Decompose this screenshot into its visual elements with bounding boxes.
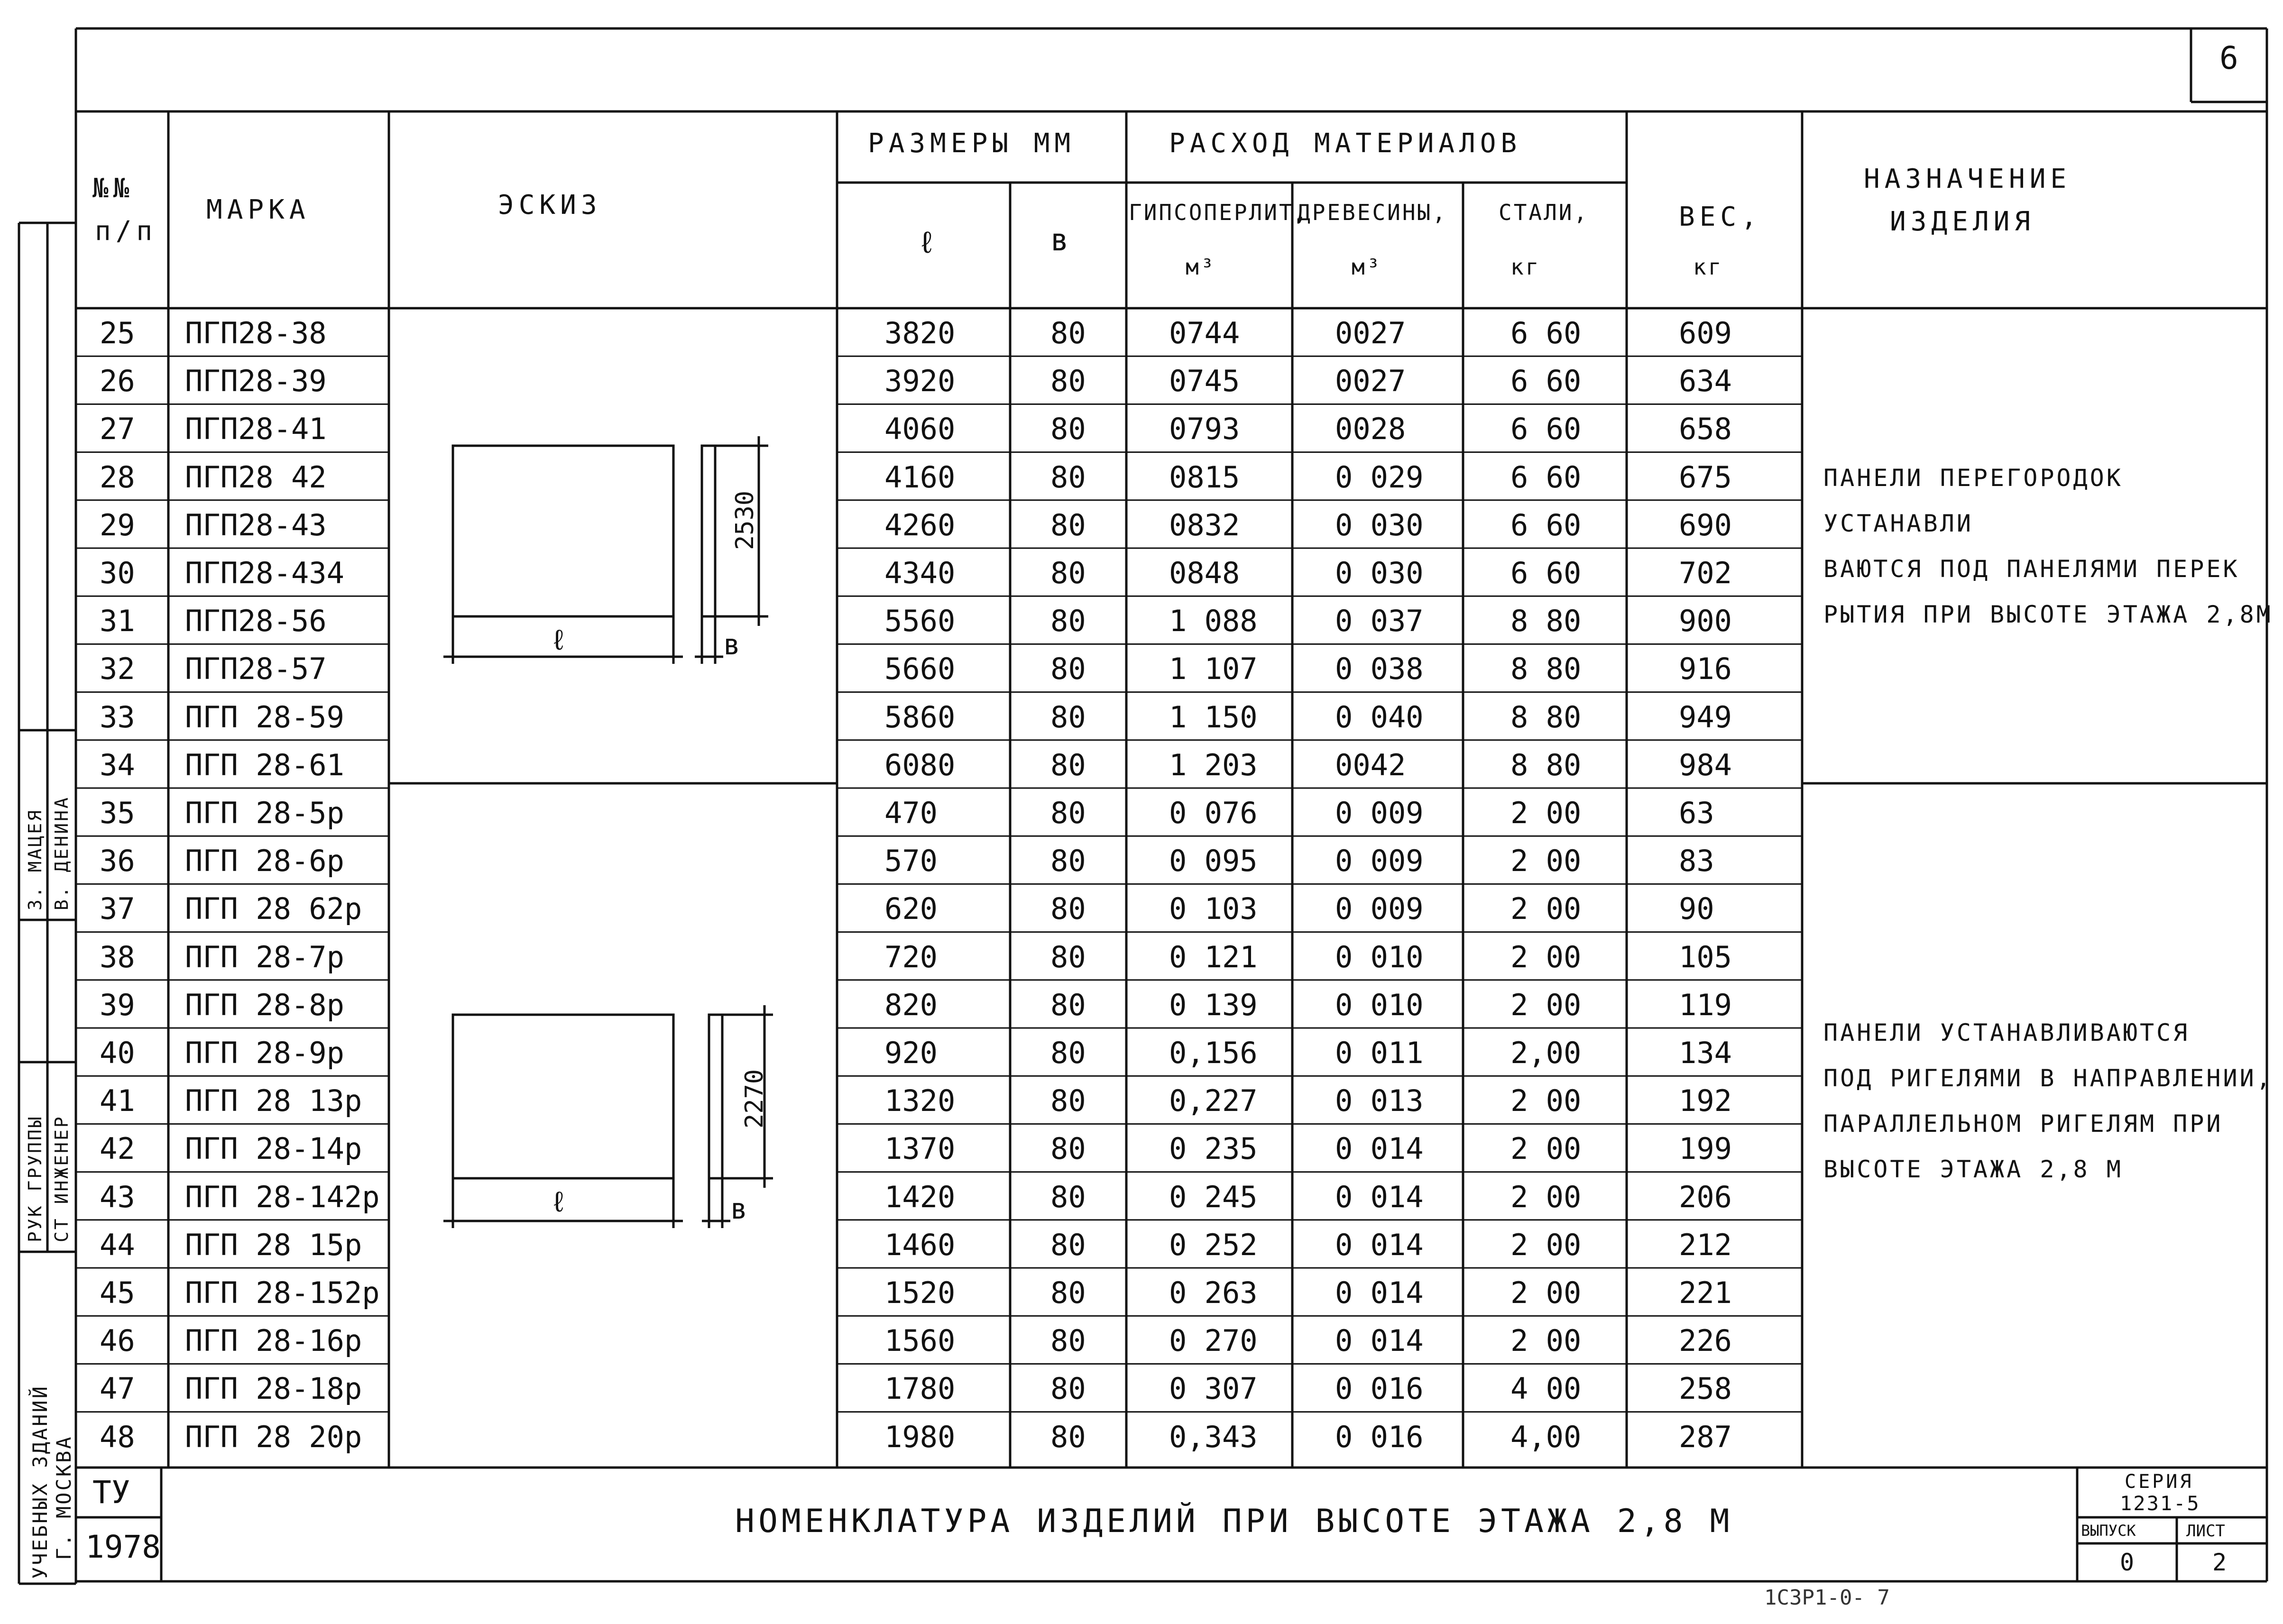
cell-width: 80 — [1050, 987, 1086, 1022]
cell-wood: 0 014 — [1335, 1227, 1424, 1262]
cell-mark: ПГП28-56 — [185, 604, 327, 639]
sketch2-length-dim: ℓ — [550, 1185, 568, 1219]
header-wood-unit: м³ — [1352, 254, 1382, 280]
cell-length: 5660 — [884, 651, 956, 687]
purpose-note-2: ПАНЕЛИ УСТАНАВЛИВАЮТСЯ ПОД РИГЕЛЯМИ В НАПРАВЛЕНИИ, ПАРАЛЛЕЛЬНОМ РИГЕЛЯМ ПРИ ВЫСОТЕ ЭТАЖА 2,8 М — [1823, 1019, 2273, 1183]
cell-wood: 0 009 — [1335, 891, 1424, 927]
cell-mark: ПГП 28 62р — [185, 891, 362, 927]
cell-gypsum: 0 252 — [1169, 1227, 1258, 1262]
cell-mark: ПГП 28-142р — [185, 1179, 380, 1214]
cell-mark: ПГП 28-7р — [185, 939, 344, 974]
header-gypsum: ГИПСОПЕРЛИТ, — [1129, 200, 1309, 225]
cell-steel: 2 00 — [1510, 796, 1582, 830]
cell-wood: 0027 — [1335, 364, 1406, 399]
cell-width: 80 — [1050, 891, 1086, 927]
cell-steel: 8 80 — [1510, 651, 1582, 687]
cell-length: 5860 — [884, 699, 956, 734]
cell-gypsum: 1 088 — [1169, 604, 1258, 639]
cell-length: 4060 — [884, 412, 956, 447]
cell-gypsum: 1 107 — [1169, 651, 1258, 687]
cell-num: 47 — [100, 1371, 135, 1406]
cell-width: 80 — [1050, 1131, 1086, 1166]
cell-mark: ПГП 28-6р — [185, 844, 344, 879]
side-org: УЧЕБНЫХ ЗДАНИЙ — [28, 1384, 52, 1579]
cell-weight: 221 — [1679, 1275, 1732, 1310]
cell-weight: 702 — [1679, 556, 1732, 590]
sketch1-width-dim: в — [723, 628, 741, 661]
cell-weight: 199 — [1679, 1131, 1732, 1166]
list-label: ЛИСТ — [2186, 1522, 2225, 1541]
cell-gypsum: 0745 — [1169, 364, 1240, 399]
cell-steel: 4 00 — [1510, 1371, 1582, 1406]
header-materials: РАСХОД МАТЕРИАЛОВ — [1169, 128, 1522, 159]
cell-width: 80 — [1050, 939, 1086, 974]
cell-steel: 6 60 — [1510, 459, 1582, 495]
cell-gypsum: 0 245 — [1169, 1179, 1258, 1214]
sketch-panel-1 — [443, 436, 768, 664]
cell-num: 35 — [100, 796, 135, 830]
cell-weight: 609 — [1679, 316, 1732, 350]
cell-gypsum: 0 103 — [1169, 891, 1258, 927]
cell-width: 80 — [1050, 556, 1086, 590]
cell-width: 80 — [1050, 316, 1086, 350]
cell-length: 3820 — [884, 316, 956, 350]
side-role-2: СТ ИНЖЕНЕР — [51, 1115, 72, 1242]
cell-width: 80 — [1050, 412, 1086, 447]
series-label: СЕРИЯ — [2125, 1471, 2194, 1493]
cell-wood: 0 040 — [1335, 699, 1424, 734]
header-size-b: в — [1050, 223, 1074, 258]
issue-value: 0 — [2120, 1549, 2135, 1576]
cell-num: 31 — [100, 604, 135, 639]
header-sizes: РАЗМЕРЫ ММ — [868, 128, 1076, 159]
cell-width: 80 — [1050, 1179, 1086, 1214]
header-purpose-2: ИЗДЕЛИЯ — [1890, 206, 2035, 237]
cell-num: 27 — [100, 412, 135, 447]
cell-gypsum: 0 270 — [1169, 1323, 1258, 1358]
cell-width: 80 — [1050, 844, 1086, 879]
cell-length: 620 — [884, 891, 938, 927]
cell-length: 1520 — [884, 1275, 956, 1310]
sketch1-height-dim: 2530 — [731, 490, 759, 550]
cell-wood: 0 009 — [1335, 844, 1424, 879]
cell-width: 80 — [1050, 1419, 1086, 1454]
cell-length: 3920 — [884, 364, 956, 399]
cell-wood: 0028 — [1335, 412, 1406, 447]
cell-width: 80 — [1050, 507, 1086, 542]
cell-gypsum: 0,343 — [1169, 1419, 1258, 1454]
cell-steel: 2 00 — [1510, 891, 1582, 927]
cell-gypsum: 0848 — [1169, 556, 1240, 590]
cell-num: 29 — [100, 507, 135, 542]
cell-wood: 0 038 — [1335, 651, 1424, 687]
cell-length: 5560 — [884, 604, 956, 639]
cell-num: 36 — [100, 844, 135, 879]
cell-mark: ПГП 28-59 — [185, 699, 344, 734]
cell-weight: 984 — [1679, 747, 1732, 782]
cell-width: 80 — [1050, 1227, 1086, 1262]
cell-steel: 4,00 — [1510, 1419, 1582, 1454]
cell-gypsum: 0815 — [1169, 459, 1240, 495]
cell-weight: 658 — [1679, 412, 1732, 447]
cell-width: 80 — [1050, 1275, 1086, 1310]
cell-weight: 258 — [1679, 1371, 1732, 1406]
cell-wood: 0 009 — [1335, 796, 1424, 830]
side-city: Г. МОСКВА — [52, 1435, 75, 1560]
cell-weight: 63 — [1679, 796, 1714, 830]
cell-wood: 0 010 — [1335, 987, 1424, 1022]
cell-num: 25 — [100, 316, 135, 350]
cell-width: 80 — [1050, 1371, 1086, 1406]
cell-num: 30 — [100, 556, 135, 590]
cell-steel: 6 60 — [1510, 412, 1582, 447]
sheet-code-below: 1С3Р1-0- 7 — [1764, 1586, 1890, 1610]
cell-mark: ПГП28-57 — [185, 651, 327, 687]
cell-mark: ПГП28-434 — [185, 556, 344, 590]
cell-weight: 900 — [1679, 604, 1732, 639]
sketch2-height-dim: 2270 — [740, 1069, 769, 1129]
cell-wood: 0 010 — [1335, 939, 1424, 974]
cell-steel: 2 00 — [1510, 1083, 1582, 1119]
cell-weight: 675 — [1679, 459, 1732, 495]
cell-num: 40 — [100, 1036, 135, 1070]
cell-length: 4260 — [884, 507, 956, 542]
cell-weight: 119 — [1679, 987, 1732, 1022]
cell-mark: ПГП 28-14р — [185, 1131, 362, 1166]
cell-width: 80 — [1050, 699, 1086, 734]
header-purpose-1: НАЗНАЧЕНИЕ — [1864, 164, 2071, 194]
cell-width: 80 — [1050, 1323, 1086, 1358]
cell-mark: ПГП 28-16р — [185, 1323, 362, 1358]
footer-year: 1978 — [85, 1529, 161, 1565]
cell-wood: 0 037 — [1335, 604, 1424, 639]
cell-weight: 134 — [1679, 1036, 1732, 1070]
cell-steel: 6 60 — [1510, 556, 1582, 590]
cell-weight: 192 — [1679, 1083, 1732, 1119]
cell-gypsum: 0 139 — [1169, 987, 1258, 1022]
cell-width: 80 — [1050, 604, 1086, 639]
cell-gypsum: 0,156 — [1169, 1036, 1258, 1070]
cell-num: 43 — [100, 1179, 135, 1214]
purpose-note-1: ПАНЕЛИ ПЕРЕГОРОДОК УСТАНАВЛИ ВАЮТСЯ ПОД ПАНЕЛЯМИ ПЕРЕК РЫТИЯ ПРИ ВЫСОТЕ ЭТАЖА 2,8М — [1823, 464, 2273, 628]
cell-length: 820 — [884, 987, 938, 1022]
cell-length: 1420 — [884, 1179, 956, 1214]
sheet-number: 6 — [2219, 40, 2238, 76]
cell-steel: 2 00 — [1510, 1275, 1582, 1310]
cell-weight: 212 — [1679, 1227, 1732, 1262]
cell-steel: 6 60 — [1510, 316, 1582, 350]
cell-num: 26 — [100, 364, 135, 399]
cell-wood: 0 030 — [1335, 507, 1424, 542]
cell-wood: 0027 — [1335, 316, 1406, 350]
cell-wood: 0 014 — [1335, 1323, 1424, 1358]
cell-wood: 0 013 — [1335, 1083, 1424, 1119]
cell-wood: 0 014 — [1335, 1131, 1424, 1166]
cell-wood: 0 011 — [1335, 1036, 1424, 1070]
cell-mark: ПГП28-39 — [185, 364, 327, 399]
cell-mark: ПГП28-38 — [185, 316, 327, 350]
cell-mark: ПГП 28-152р — [185, 1275, 380, 1310]
cell-wood: 0 030 — [1335, 556, 1424, 590]
cell-steel: 2,00 — [1510, 1036, 1582, 1070]
cell-steel: 8 80 — [1510, 747, 1582, 782]
cell-weight: 206 — [1679, 1179, 1732, 1214]
cell-gypsum: 1 150 — [1169, 699, 1258, 734]
cell-length: 1370 — [884, 1131, 956, 1166]
cell-mark: ПГП 28-18р — [185, 1371, 362, 1406]
cell-steel: 8 80 — [1510, 604, 1582, 639]
cell-gypsum: 0 235 — [1169, 1131, 1258, 1166]
cell-steel: 6 60 — [1510, 507, 1582, 542]
cell-length: 1980 — [884, 1419, 956, 1454]
cell-mark: ПГП 28-9р — [185, 1036, 344, 1070]
list-value: 2 — [2212, 1549, 2227, 1576]
cell-mark: ПГП 28-61 — [185, 747, 344, 782]
cell-weight: 226 — [1679, 1323, 1732, 1358]
cell-wood: 0 014 — [1335, 1275, 1424, 1310]
cell-weight: 916 — [1679, 651, 1732, 687]
header-num-1: №№ — [92, 173, 134, 204]
cell-mark: ПГП28-41 — [185, 412, 327, 447]
cell-weight: 105 — [1679, 939, 1732, 974]
cell-width: 80 — [1050, 1083, 1086, 1119]
cell-length: 1460 — [884, 1227, 956, 1262]
header-steel-unit: кг — [1510, 254, 1541, 280]
cell-gypsum: 0 095 — [1169, 844, 1258, 879]
header-steel: СТАЛИ, — [1499, 200, 1589, 225]
side-name-1: З. МАЦЕЯ — [25, 808, 46, 910]
sketch-panel-2 — [443, 1005, 773, 1228]
cell-length: 1780 — [884, 1371, 956, 1406]
sketch2-width-dim: в — [730, 1193, 748, 1226]
cell-num: 37 — [100, 891, 135, 927]
cell-mark: ПГП 28 20р — [185, 1419, 362, 1454]
cell-weight: 287 — [1679, 1419, 1732, 1454]
header-weight: ВЕС, — [1679, 202, 1762, 232]
cell-mark: ПГП 28-5р — [185, 796, 344, 830]
cell-wood: 0 016 — [1335, 1419, 1424, 1454]
cell-length: 1320 — [884, 1083, 956, 1119]
cell-num: 38 — [100, 939, 135, 974]
side-name-2: В. ДЕНИНА — [51, 796, 72, 910]
cell-length: 4340 — [884, 556, 956, 590]
cell-gypsum: 0744 — [1169, 316, 1240, 350]
cell-num: 45 — [100, 1275, 135, 1310]
cell-length: 920 — [884, 1036, 938, 1070]
cell-num: 48 — [100, 1419, 135, 1454]
side-role-1: РУК ГРУППЫ — [25, 1115, 46, 1242]
cell-weight: 634 — [1679, 364, 1732, 399]
cell-steel: 2 00 — [1510, 1131, 1582, 1166]
footer-title: НОМЕНКЛАТУРА ИЗДЕЛИЙ ПРИ ВЫСОТЕ ЭТАЖА 2,8 М — [735, 1503, 1733, 1540]
cell-length: 4160 — [884, 459, 956, 495]
cell-steel: 2 00 — [1510, 844, 1582, 879]
cell-num: 33 — [100, 699, 135, 734]
cell-gypsum: 0 307 — [1169, 1371, 1258, 1406]
cell-length: 470 — [884, 796, 938, 830]
cell-gypsum: 0,227 — [1169, 1083, 1258, 1119]
cell-width: 80 — [1050, 459, 1086, 495]
cell-gypsum: 1 203 — [1169, 747, 1258, 782]
cell-mark: ПГП 28 15р — [185, 1227, 362, 1262]
cell-wood: 0 016 — [1335, 1371, 1424, 1406]
cell-mark: ПГП28 42 — [185, 459, 327, 495]
cell-width: 80 — [1050, 747, 1086, 782]
cell-width: 80 — [1050, 1036, 1086, 1070]
header-wood: ДРЕВЕСИНЫ, — [1297, 200, 1447, 225]
cell-gypsum: 0 263 — [1169, 1275, 1258, 1310]
cell-num: 32 — [100, 651, 135, 687]
cell-gypsum: 0 121 — [1169, 939, 1258, 974]
cell-steel: 6 60 — [1510, 364, 1582, 399]
header-weight-unit: кг — [1693, 254, 1723, 280]
cell-weight: 83 — [1679, 844, 1714, 879]
cell-num: 34 — [100, 747, 135, 782]
cell-num: 42 — [100, 1131, 135, 1166]
cell-steel: 2 00 — [1510, 939, 1582, 974]
sketch1-length-dim: ℓ — [550, 624, 568, 657]
cell-mark: ПГП28-43 — [185, 507, 327, 542]
header-mark: МАРКА — [206, 194, 310, 225]
footer-code: ТУ — [92, 1474, 130, 1511]
cell-num: 39 — [100, 987, 135, 1022]
header-size-l: ℓ — [918, 225, 941, 260]
cell-length: 720 — [884, 939, 938, 974]
header-gypsum-unit: м³ — [1186, 254, 1216, 280]
cell-gypsum: 0793 — [1169, 412, 1240, 447]
cell-weight: 949 — [1679, 699, 1732, 734]
cell-width: 80 — [1050, 796, 1086, 830]
cell-width: 80 — [1050, 651, 1086, 687]
header-sketch: ЭСКИЗ — [498, 190, 602, 220]
cell-gypsum: 0832 — [1169, 507, 1240, 542]
series-value: 1231-5 — [2120, 1492, 2200, 1515]
header-num-2: п/п — [95, 216, 157, 247]
cell-num: 46 — [100, 1323, 135, 1358]
cell-mark: ПГП 28 13р — [185, 1083, 362, 1119]
issue-label: ВЫПУСК — [2081, 1522, 2136, 1540]
cell-steel: 2 00 — [1510, 987, 1582, 1022]
cell-weight: 690 — [1679, 507, 1732, 542]
cell-mark: ПГП 28-8р — [185, 987, 344, 1022]
cell-length: 1560 — [884, 1323, 956, 1358]
cell-wood: 0 014 — [1335, 1179, 1424, 1214]
cell-num: 41 — [100, 1083, 135, 1119]
cell-steel: 2 00 — [1510, 1323, 1582, 1358]
cell-wood: 0042 — [1335, 747, 1406, 782]
cell-gypsum: 0 076 — [1169, 796, 1258, 830]
cell-width: 80 — [1050, 364, 1086, 399]
cell-steel: 2 00 — [1510, 1227, 1582, 1262]
cell-length: 6080 — [884, 747, 956, 782]
cell-num: 44 — [100, 1227, 135, 1262]
cell-steel: 2 00 — [1510, 1179, 1582, 1214]
cell-wood: 0 029 — [1335, 459, 1424, 495]
cell-length: 570 — [884, 844, 938, 879]
cell-steel: 8 80 — [1510, 699, 1582, 734]
cell-num: 28 — [100, 459, 135, 495]
cell-weight: 90 — [1679, 891, 1714, 927]
